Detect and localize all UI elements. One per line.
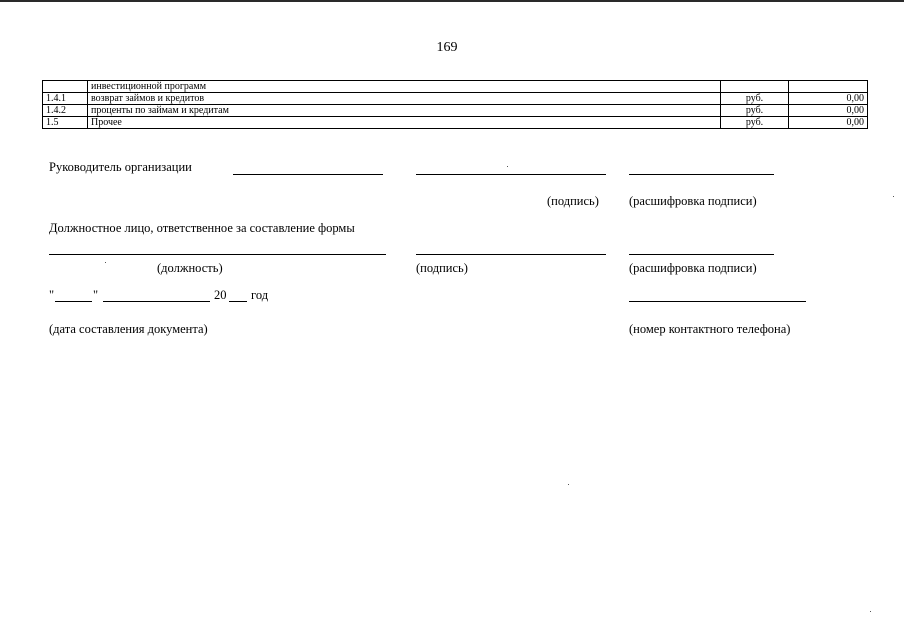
head-of-organization-label: Руководитель организации	[49, 160, 192, 174]
row-number: 1.5	[43, 117, 88, 129]
scan-speck	[105, 262, 106, 263]
head-position-line[interactable]	[233, 174, 383, 175]
page-number: 169	[436, 40, 458, 55]
row-unit	[721, 81, 789, 93]
signature-caption-2: (подпись)	[416, 261, 468, 275]
table-row	[43, 81, 868, 93]
phone-caption: (номер контактного телефона)	[629, 322, 791, 336]
row-unit: руб.	[721, 117, 789, 129]
row-description: инвестиционной программ	[88, 81, 721, 93]
row-value: 0,00	[789, 117, 868, 129]
table-row	[43, 117, 868, 129]
row-value: 0,00	[789, 93, 868, 105]
date-year-prefix: 20	[214, 288, 227, 302]
row-value: 0,00	[789, 105, 868, 117]
decoding-caption: (расшифровка подписи)	[629, 194, 757, 208]
decoding-caption-2: (расшифровка подписи)	[629, 261, 757, 275]
date-caption: (дата составления документа)	[49, 322, 208, 336]
date-day-line[interactable]	[55, 301, 92, 302]
scan-speck	[507, 166, 508, 167]
row-number	[43, 81, 88, 93]
row-unit: руб.	[721, 105, 789, 117]
decoding-line[interactable]	[629, 254, 774, 255]
row-description: возврат займов и кредитов	[88, 93, 721, 105]
scan-speck	[568, 484, 569, 485]
row-value	[789, 81, 868, 93]
head-signature-line[interactable]	[416, 174, 606, 175]
report-table	[42, 80, 868, 129]
row-unit: руб.	[721, 93, 789, 105]
date-quote-open: "	[49, 288, 55, 302]
row-number: 1.4.1	[43, 93, 88, 105]
signature-caption: (подпись)	[547, 194, 599, 208]
responsible-person-label: Должностное лицо, ответственное за составление формы	[49, 221, 355, 235]
date-month-line[interactable]	[103, 301, 210, 302]
date-quote-close: "	[93, 288, 99, 302]
row-description: Прочее	[88, 117, 721, 129]
signature-line[interactable]	[416, 254, 606, 255]
scan-top-edge	[0, 0, 904, 2]
table-row	[43, 93, 868, 105]
date-year-line[interactable]	[229, 301, 247, 302]
phone-line[interactable]	[629, 301, 806, 302]
scan-speck	[893, 196, 894, 197]
date-year-suffix: год	[251, 288, 269, 302]
position-line[interactable]	[49, 254, 386, 255]
table-row	[43, 105, 868, 117]
scan-speck	[870, 611, 871, 612]
position-caption: (должность)	[157, 261, 223, 275]
row-number: 1.4.2	[43, 105, 88, 117]
row-description: проценты по займам и кредитам	[88, 105, 721, 117]
head-decoding-line[interactable]	[629, 174, 774, 175]
